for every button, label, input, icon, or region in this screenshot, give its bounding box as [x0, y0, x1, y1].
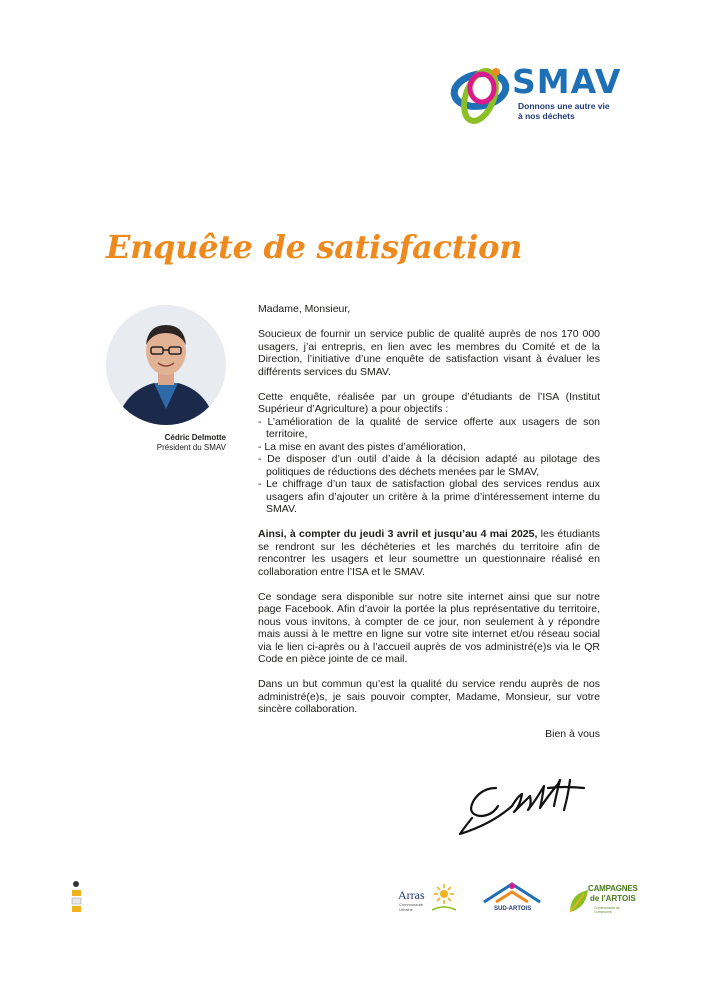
smav-logo-mark-icon — [446, 58, 516, 134]
president-name: Cédric Delmotte — [164, 433, 226, 442]
paragraph-intro: Soucieux de fournir un service public de qualité auprès de nos 170 000 usagers, j’ai entrepris, en lien avec les membres du Comité et de la Direction, l’initiative d’une enquête de satisfaction visant à évaluer les différents services du SMAV. — [258, 328, 600, 378]
partner-logo-arras — [398, 884, 456, 914]
smav-wordmark: SMAV — [512, 62, 622, 101]
paragraph-collaboration: Dans un but commun qu’est la qualité du service rendu auprès de nos administré(e)s, je sais pouvoir compter, Madame, Monsieur, sur votre sincère collaboration. — [258, 678, 600, 715]
partner-logo-campagnes-artois — [568, 882, 638, 918]
president-role: Président du SMAV — [156, 443, 226, 452]
campagnes-line-2: de l'ARTOIS — [590, 894, 636, 903]
tagline-line-1: Donnons une autre vie — [518, 101, 610, 111]
signature — [452, 766, 602, 840]
paragraph-dates — [258, 528, 600, 578]
tagline-line-2: à nos déchets — [518, 111, 575, 121]
arras-name: Arras — [398, 888, 425, 902]
list-item: - L’amélioration de la qualité de service offerte aux usagers de son territoire, — [258, 415, 600, 440]
sud-artois-name: SUD-ARTOIS — [494, 906, 532, 912]
footer-mark — [70, 880, 84, 916]
list-item: - La mise en avant des pistes d’amélioration, — [258, 440, 466, 453]
campagnes-sub: Communauté de Communes — [594, 906, 620, 914]
handwritten-signature-icon — [452, 766, 602, 840]
paragraph-objectives-intro: Cette enquête, réalisée par un groupe d’étudiants de l’ISA (Institut Supérieur d’Agriculture) a pour objectifs : — [258, 390, 600, 415]
arras-sun-icon — [432, 884, 456, 914]
letter-body — [258, 303, 600, 753]
partner-logo-sud-artois — [476, 880, 548, 916]
portrait-image-icon — [106, 305, 226, 425]
salutation: Madame, Monsieur, — [258, 303, 351, 315]
president-portrait — [106, 305, 226, 425]
list-item: - De disposer d’un outil d’aide à la décision adapté au pilotage des politiques de réductions des déchets menées par le SMAV, — [258, 453, 600, 478]
paragraph-survey-availability: Ce sondage sera disponible sur notre site internet ainsi que sur notre page Facebook. Afin d’avoir la portée la plus représentative du territoire, nous vous invitons, à compter de ce jour, non seulement à y répondre mais aussi à le mettre en ligne sur votre site internet et/ou réseau social via le lien ci-après ou à l’accueil auprès de vos administré(e)s via le QR Code en pièce jointe de ce mail. — [258, 590, 600, 665]
closing: Bien à vous — [545, 728, 600, 740]
document-title: Enquête de satisfaction — [106, 228, 523, 266]
campagnes-leaf-icon — [568, 888, 590, 914]
smav-logo — [446, 58, 662, 134]
campagnes-line-1: CAMPAGNES — [588, 884, 638, 893]
arras-sub-1: Communauté — [399, 902, 424, 907]
arras-sub-2: Urbaine — [399, 907, 414, 912]
smav-tagline — [518, 101, 658, 121]
objectives-list — [258, 416, 600, 516]
sud-artois-emblem-icon — [476, 880, 548, 906]
survey-dates: Ainsi, à compter du jeudi 3 avril et jusqu’au 4 mai 2025, — [258, 528, 538, 540]
paragraph-dates-rest: les étudiants se rendront sur les déchèteries et les marchés du territoire afin de rencontrer les usagers et leur soumettre un questionnaire réalisé en collaboration entre l’ISA et le SMAV. — [258, 528, 600, 578]
footer-vertical-logo-icon — [70, 880, 84, 916]
list-item: - Le chiffrage d’un taux de satisfaction global des services rendus aux usagers afin d’ajouter un critère à la prime d’intéressement interne du SMAV. — [258, 478, 600, 515]
